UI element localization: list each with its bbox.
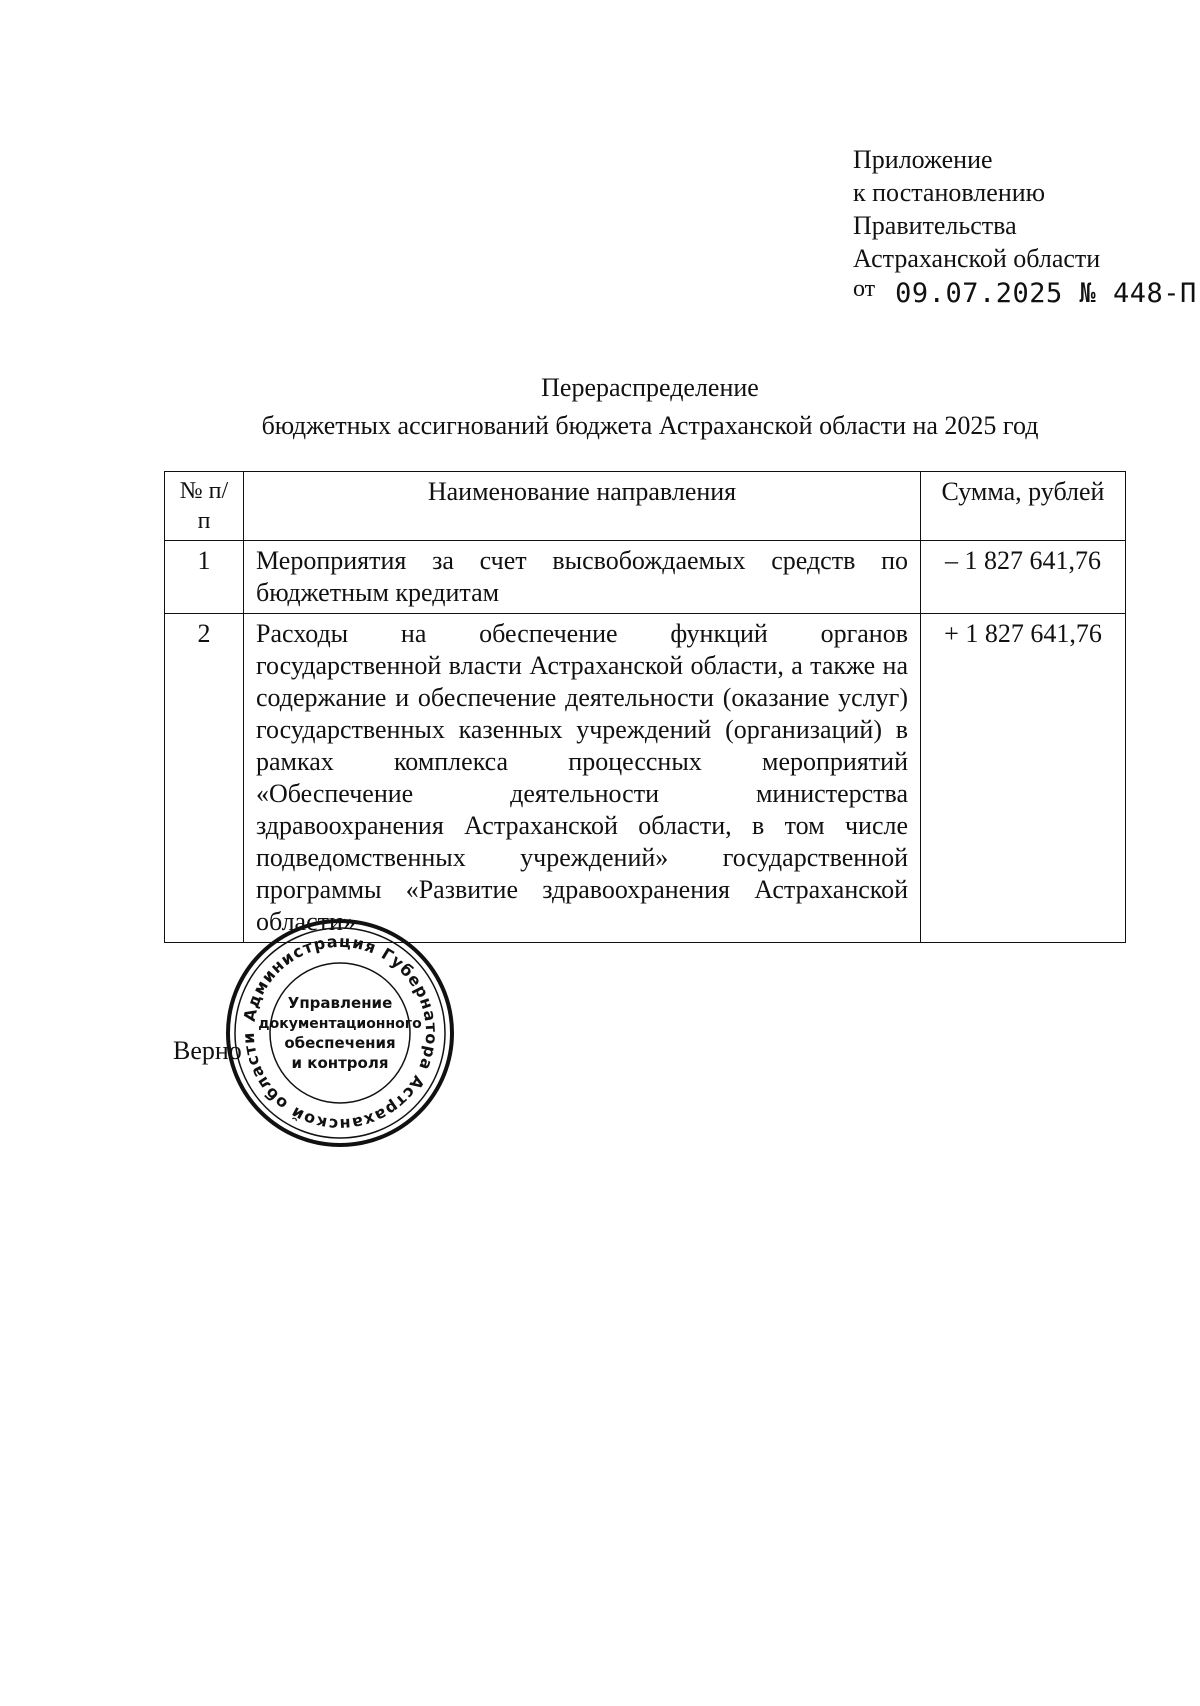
row-sum: – 1 827 641,76 bbox=[921, 541, 1126, 614]
table-row bbox=[165, 541, 1126, 614]
row-sum: + 1 827 641,76 bbox=[921, 614, 1126, 943]
seal-center-line-1: Управление bbox=[287, 994, 393, 1012]
row-number: 1 bbox=[165, 541, 244, 614]
table-header-row bbox=[165, 472, 1126, 541]
row-name: Расходы на обеспечение функций органов государственной власти Астраханской области, а также на содержание и обеспечение деятельности (оказание услуг) государственных казенных учреждений (организаций) в рамках комплекса процессных мероприятий «Обеспечение деятельности министерства здравоохранения Астраханской области, в том числе подведомственных учреждений» государственной программы «Развитие здравоохранения Астраханской области» bbox=[244, 614, 921, 943]
appendix-line-1: Приложение bbox=[853, 145, 993, 174]
header-number: № п/п bbox=[165, 472, 244, 541]
header-name: Наименование направления bbox=[244, 472, 921, 541]
table-row bbox=[165, 614, 1126, 943]
appendix-date-row bbox=[853, 277, 1197, 312]
date-and-number: 09.07.2025 № 448-П bbox=[895, 278, 1197, 309]
appendix-line-2: к постановлению bbox=[853, 178, 1046, 207]
from-label: от bbox=[853, 276, 876, 302]
document-subtitle: бюджетных ассигнований бюджета Астраханской области на 2025 год bbox=[261, 411, 1039, 440]
seal-outer-text: Администрация Губернатора Астраханской области bbox=[238, 931, 442, 1135]
svg-text:Администрация Губернатора Астр bbox=[239, 932, 441, 1134]
row-number: 2 bbox=[165, 614, 244, 943]
header-sum: Сумма, рублей bbox=[921, 472, 1126, 541]
appendix-line-3: Правительства bbox=[853, 211, 1017, 240]
row-name: Мероприятия за счет высвобождаемых средств по бюджетным кредитам bbox=[244, 541, 921, 614]
certification-label: Верно bbox=[173, 1036, 242, 1065]
budget-table bbox=[164, 471, 1126, 943]
appendix-block bbox=[853, 143, 1197, 312]
seal-center-line-4: и контроля bbox=[291, 1054, 389, 1072]
appendix-line-4: Астраханской области bbox=[853, 244, 1101, 273]
document-title: Перераспределение bbox=[541, 373, 759, 402]
seal-center-line-2: документационного bbox=[258, 1016, 422, 1032]
official-seal bbox=[225, 918, 455, 1148]
seal-center-line-3: обеспечения bbox=[284, 1034, 396, 1052]
